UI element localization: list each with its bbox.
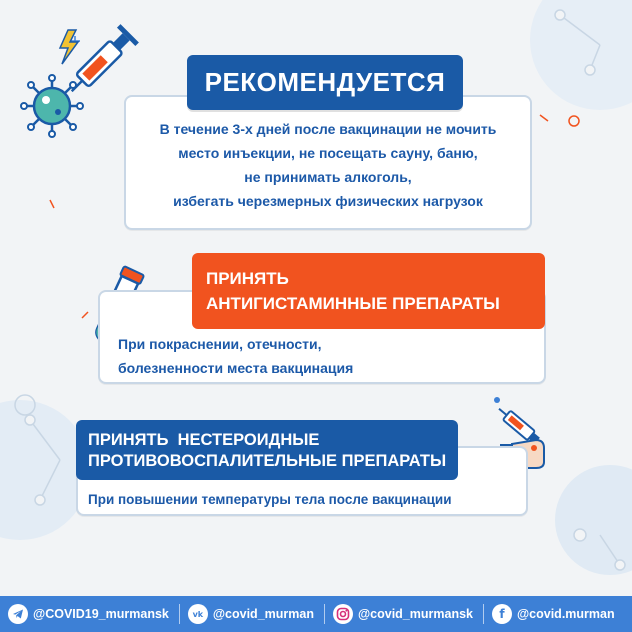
instagram-link[interactable]	[333, 604, 473, 624]
recommendation-line: В течение 3-х дней после вакцинации не мочить	[159, 121, 497, 137]
vk-handle: @covid_murman	[212, 607, 314, 621]
nsaid-line: При повышении температуры тела после вакцинации	[88, 492, 452, 507]
antihistamine-title-line: ПРИНЯТЬ	[206, 269, 289, 288]
nsaid-title	[76, 420, 458, 480]
instagram-handle: @covid_murmansk	[357, 607, 473, 621]
footer-divider	[324, 604, 325, 624]
facebook-icon: f	[492, 604, 512, 624]
facebook-link[interactable]	[492, 604, 615, 624]
instagram-icon	[333, 604, 353, 624]
antihistamine-line: болезненности места вакцинация	[118, 360, 354, 376]
recommendation-line: избегать черезмерных физических нагрузок	[173, 193, 483, 209]
nsaid-title-line: ПРИНЯТЬ НЕСТЕРОИДНЫЕ	[88, 431, 320, 449]
telegram-link[interactable]	[8, 604, 169, 624]
recommendation-card	[124, 95, 532, 230]
recommendation-line: место инъекции, не посещать сауну, баню,	[178, 145, 478, 161]
recommendation-line: не принимать алкоголь,	[244, 169, 412, 185]
social-footer	[0, 596, 632, 632]
telegram-handle: @COVID19_murmansk	[33, 607, 169, 621]
facebook-handle: @covid.murman	[516, 607, 615, 621]
antihistamine-title	[192, 253, 545, 329]
recommended-title: РЕКОМЕНДУЕТСЯ	[187, 55, 463, 110]
vk-icon: vk	[188, 604, 208, 624]
antihistamine-line: При покраснении, отечности,	[118, 336, 322, 352]
antihistamine-title-line: АНТИГИСТАМИННЫЕ ПРЕПАРАТЫ	[206, 294, 500, 313]
footer-divider	[179, 604, 180, 624]
telegram-icon	[8, 604, 28, 624]
nsaid-title-line: ПРОТИВОВОСПАЛИТЕЛЬНЫЕ ПРЕПАРАТЫ	[88, 452, 447, 470]
footer-divider	[483, 604, 484, 624]
vk-link[interactable]	[188, 604, 314, 624]
